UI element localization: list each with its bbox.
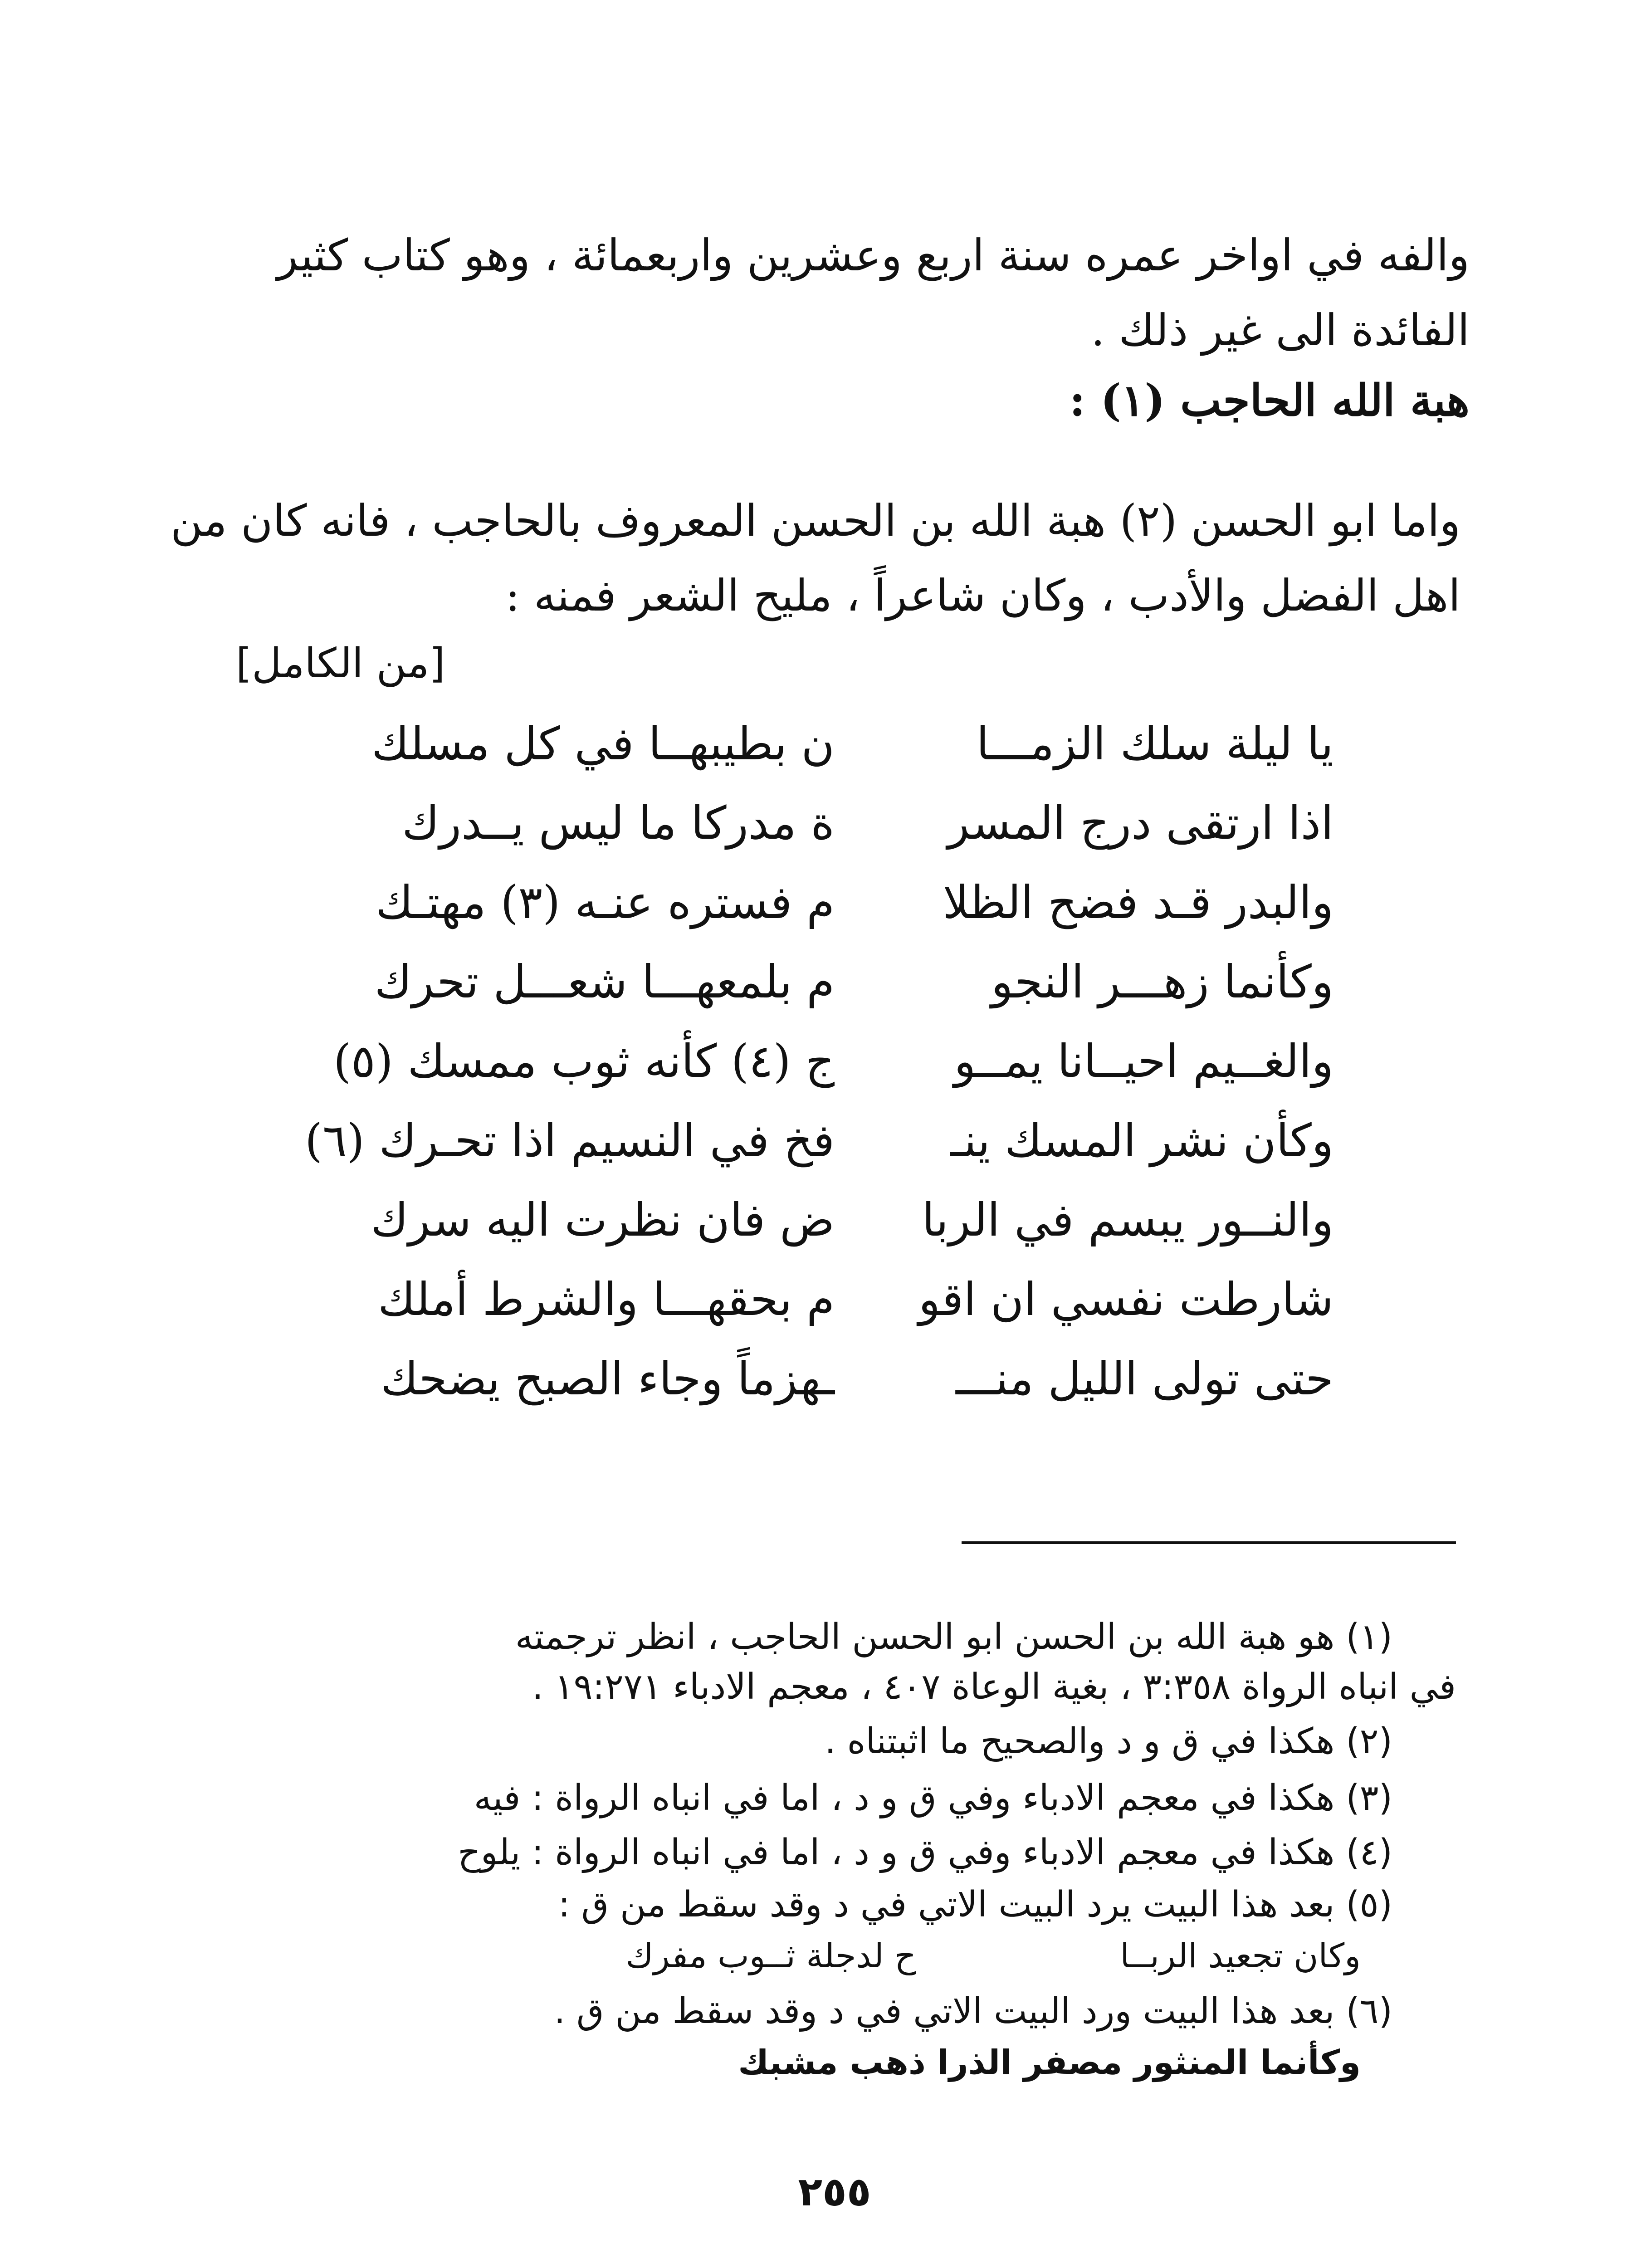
- verse-6-first-hemistich: وكأن نشر المسك ينـ: [950, 1114, 1334, 1167]
- footnote-1-line-1: (١) هو هبة الله بن الحسن ابو الحسن الحاجب ، انظر ترجمته: [515, 1617, 1392, 1657]
- footnote-6-verse: وكأنما المنثور مصفر الذرا ذهب مشبك: [738, 2043, 1361, 2082]
- verse-1-first-hemistich: يا ليلة سلك الزمـــا: [976, 717, 1334, 770]
- verse-4-first-hemistich: وكأنما زهـــر النجو: [991, 955, 1334, 1008]
- footnote-5-verse-first: وكان تجعيد الربــا: [1120, 1936, 1361, 1975]
- footnote-5-verse-second: ح لدجلة ثــوب مفرك: [625, 1936, 916, 1975]
- verse-6-second-hemistich: فخ في النسيم اذا تحـرك (٦): [305, 1114, 835, 1167]
- section-heading: هبة الله الحاجب (١) :: [1069, 375, 1470, 426]
- footnote-2: (٢) هكذا في ق و د والصحيح ما اثبتناه .: [825, 1721, 1392, 1762]
- verse-9-first-hemistich: حتى تولى الليل منـــ: [956, 1352, 1334, 1405]
- footnote-1-line-2: في انباه الرواة ٣:٣٥٨ ، بغية الوعاة ٤٠٧ ، معجم الادباء ١٩:٢٧١ .: [532, 1667, 1456, 1707]
- bio-line-1: واما ابو الحسن (٢) هبة الله بن الحسن المعروف بالحاجب ، فانه كان من: [171, 495, 1460, 546]
- verse-3-first-hemistich: والبدر قـد فضح الظلا: [943, 876, 1334, 929]
- footnote-5: (٥) بعد هذا البيت يرد البيت الاتي في د وقد سقط من ق :: [558, 1884, 1392, 1925]
- verse-2-first-hemistich: اذا ارتقى درج المسر: [947, 797, 1334, 850]
- verse-5-first-hemistich: والغــيم احيــانا يمــو: [954, 1035, 1334, 1088]
- verse-2-second-hemistich: ة مدركا ما ليس يــدرك: [402, 797, 835, 850]
- meter-label: [من الكامل]: [236, 640, 445, 687]
- verse-1-second-hemistich: ن بطيبهــا في كل مسلك: [371, 717, 835, 770]
- verse-8-second-hemistich: م بحقهـــا والشرط أملك: [378, 1273, 835, 1326]
- intro-line-2: الفائدة الى غير ذلك .: [1091, 305, 1470, 356]
- verse-8-first-hemistich: شارطت نفسي ان اقو: [918, 1273, 1334, 1326]
- page-number: ٢٥٥: [798, 2168, 871, 2215]
- verse-5-second-hemistich: ج (٤) كأنه ثوب ممسك (٥): [333, 1035, 835, 1088]
- verse-7-first-hemistich: والنــور يبسم في الربا: [922, 1193, 1334, 1246]
- bio-line-2: اهل الفضل والأدب ، وكان شاعراً ، مليح الشعر فمنه :: [505, 570, 1460, 621]
- verse-3-second-hemistich: م فستره عنـه (٣) مهتـك: [376, 876, 835, 929]
- footnote-4: (٤) هكذا في معجم الادباء وفي ق و د ، اما في انباه الرواة : يلوح: [458, 1832, 1392, 1873]
- verse-7-second-hemistich: ض فان نظرت اليه سرك: [371, 1193, 835, 1246]
- footnote-3: (٣) هكذا في معجم الادباء وفي ق و د ، اما في انباه الرواة : فيه: [474, 1778, 1392, 1818]
- footnote-6: (٦) بعد هذا البيت ورد البيت الاتي في د وقد سقط من ق .: [554, 1991, 1392, 2032]
- verse-4-second-hemistich: م بلمعهـــا شعـــل تحرك: [374, 955, 835, 1008]
- verse-9-second-hemistich: ـهزماً وجاء الصبح يضحك: [381, 1352, 835, 1405]
- footnote-separator: [962, 1541, 1456, 1544]
- intro-line-1: والفه في اواخر عمره سنة اربع وعشرين واربعمائة ، وهو كتاب كثير: [277, 230, 1470, 281]
